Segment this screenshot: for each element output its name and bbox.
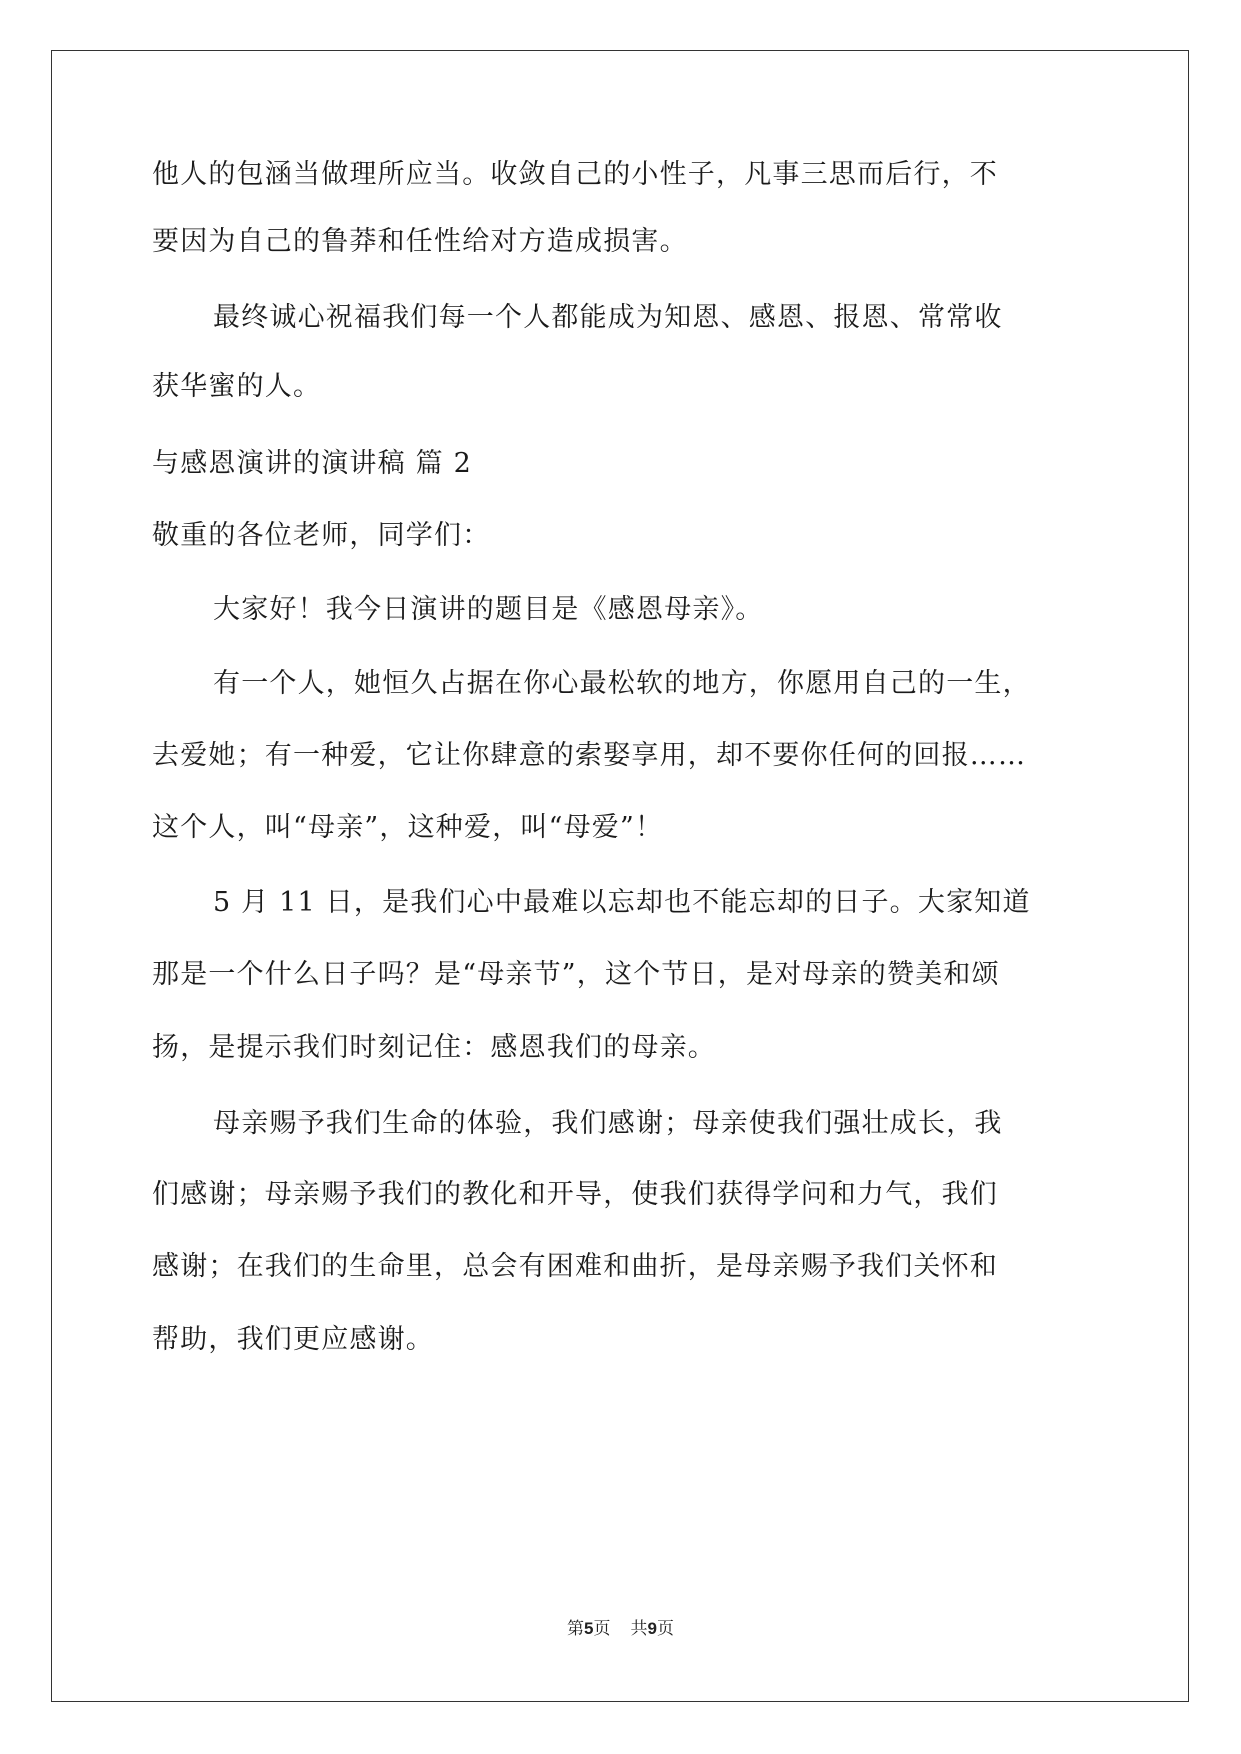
paragraph-line: 最终诚心祝福我们每一个人都能成为知恩、感恩、报恩、常常收 xyxy=(213,302,1003,333)
page-suffix: 页 xyxy=(593,1619,611,1639)
total-suffix: 页 xyxy=(656,1619,674,1639)
paragraph-line: 母亲赐予我们生命的体验，我们感谢；母亲使我们强壮成长，我 xyxy=(213,1108,1003,1139)
total-prefix: 共 xyxy=(630,1619,648,1639)
page-border xyxy=(51,50,1189,1702)
page-footer xyxy=(0,1618,1241,1640)
page-number: 5 xyxy=(584,1619,594,1638)
paragraph-line: 帮助，我们更应感谢。 xyxy=(152,1324,434,1355)
page-total: 9 xyxy=(647,1619,657,1638)
page-prefix: 第 xyxy=(567,1619,585,1639)
paragraph-line: 们感谢；母亲赐予我们的教化和开导，使我们获得学问和力气，我们 xyxy=(152,1179,998,1210)
paragraph-line: 5 月 11 日，是我们心中最难以忘却也不能忘却的日子。大家知道 xyxy=(213,887,1031,918)
paragraph-line: 扬，是提示我们时刻记住：感恩我们的母亲。 xyxy=(152,1032,716,1063)
paragraph-line: 大家好！我今日演讲的题目是《感恩母亲》。 xyxy=(213,594,764,625)
paragraph-line: 要因为自己的鲁莽和任性给对方造成损害。 xyxy=(152,226,688,257)
paragraph-line: 感谢；在我们的生命里，总会有困难和曲折，是母亲赐予我们关怀和 xyxy=(152,1251,998,1282)
salutation: 敬重的各位老师，同学们： xyxy=(152,520,491,551)
paragraph-line: 那是一个什么日子吗？是“母亲节”，这个节日，是对母亲的赞美和颂 xyxy=(152,959,1000,990)
paragraph-line: 他人的包涵当做理所应当。收敛自己的小性子，凡事三思而后行，不 xyxy=(152,159,998,190)
paragraph-line: 获华蜜的人。 xyxy=(152,371,322,402)
section-heading: 与感恩演讲的演讲稿 篇 2 xyxy=(152,448,472,479)
paragraph-line: 去爱她；有一种爱，它让你肆意的索娶享用，却不要你任何的回报…… xyxy=(152,740,1027,771)
paragraph-line: 这个人，叫“母亲”，这种爱，叫“母爱”！ xyxy=(152,812,664,843)
paragraph-line: 有一个人，她恒久占据在你心最松软的地方，你愿用自己的一生， xyxy=(213,668,1031,699)
